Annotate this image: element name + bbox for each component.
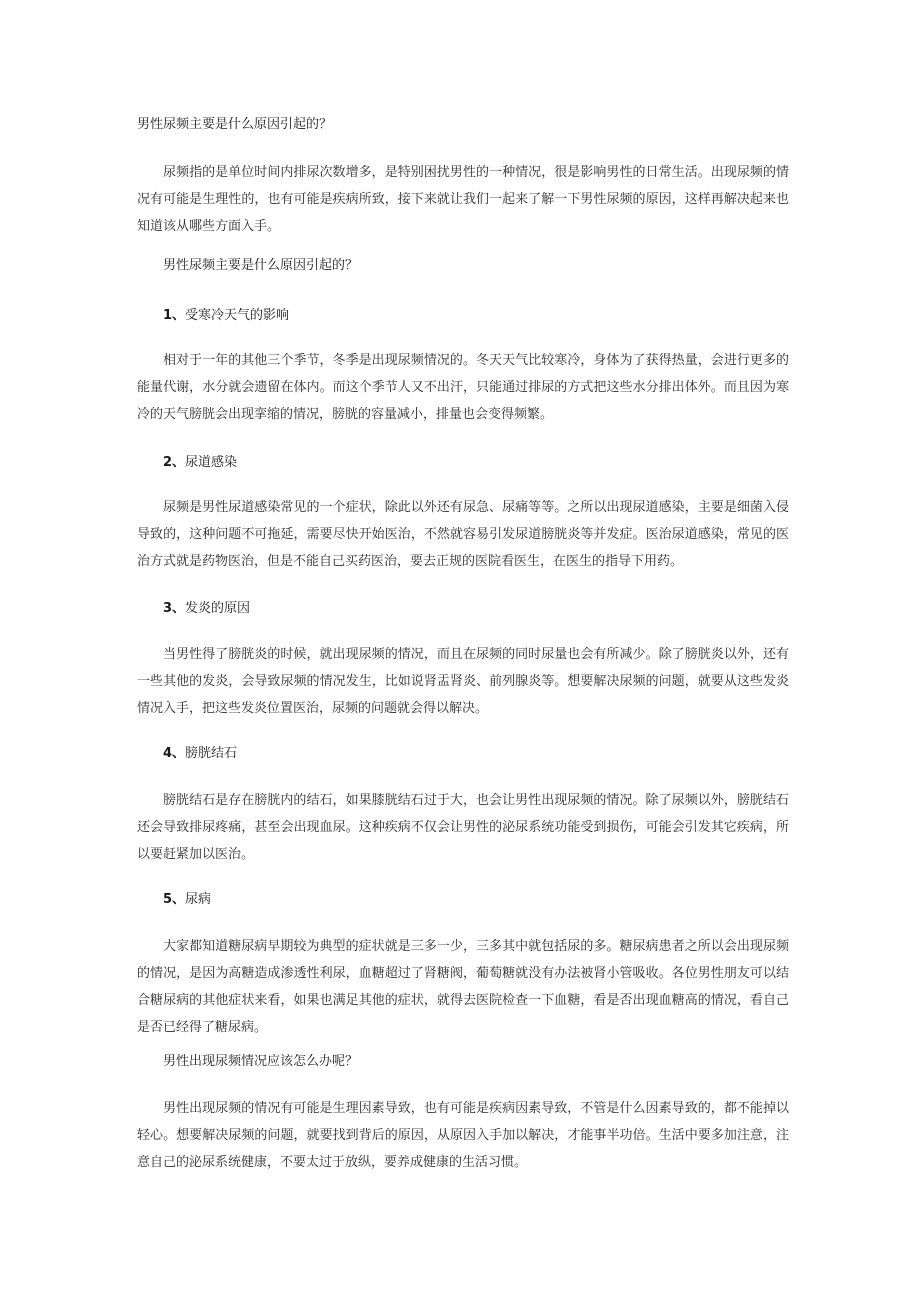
section-heading: 男性尿频主要是什么原因引起的？ xyxy=(163,258,359,273)
solution-heading: 男性出现尿频情况应该怎么办呢？ xyxy=(163,1054,359,1069)
document-title: 男性尿频主要是什么原因引起的？ xyxy=(137,117,333,132)
cause-paragraph-2: 尿频是男性尿道感染常见的一个症状，除此以外还有尿急、尿痛等等。之所以出现尿道感染，主要是细菌入侵导致的，这种问题不可拖延，需要尽快开始医治，不然就容易引发尿道膀胱炎等并发症。医治尿道感染，常见的医治方式就是药物医治，但是不能自己买药医治，要去正规的医院看医生，在医生的指导下用药。 xyxy=(137,500,789,569)
cause-paragraph-5: 大家都知道糖尿病早期较为典型的症状就是三多一少，三多其中就包括尿的多。糖尿病患者之所以会出现尿频的情况，是因为高糖造成渗透性利尿，血糖超过了肾糖阀，葡萄糖就没有办法被肾小管吸收。各位男性朋友可以结合糖尿病的其他症状来看，如果也满足其他的症状，就得去医院检查一下血糖，看是否出现血糖高的情况，看自己是否已经得了糖尿病。 xyxy=(137,939,789,1035)
cause-paragraph-3: 当男性得了膀胱炎的时候，就出现尿频的情况，而且在尿频的同时尿量也会有所减少。除了膀胱炎以外，还有一些其他的发炎，会导致尿频的情况发生，比如说肾盂肾炎、前列腺炎等。想要解决尿频的问题，就要从这些发炎情况入手，把这些发炎位置医治，尿频的问题就会得以解决。 xyxy=(137,647,789,716)
cause-title: 受寒冷天气的影响 xyxy=(185,308,290,323)
cause-heading-3 xyxy=(163,599,763,619)
cause-heading-2 xyxy=(163,453,763,473)
intro-paragraph: 尿频指的是单位时间内排尿次数增多，是特别困扰男性的一种情况，很是影响男性的日常生活。出现尿频的情况有可能是生理性的，也有可能是疾病所致，接下来就让我们一起来了解一下男性尿频的原因，这样再解决起来也知道该从哪些方面入手。 xyxy=(137,165,789,234)
cause-title: 尿病 xyxy=(185,892,212,907)
solution-paragraph: 男性出现尿频的情况有可能是生理因素导致，也有可能是疾病因素导致，不管是什么因素导致的，都不能掉以轻心。想要解决尿频的问题，就要找到背后的原因，从原因入手加以解决，才能事半功倍。生活中要多加注意，注意自己的泌尿系统健康，不要太过于放纵，要养成健康的生活习惯。 xyxy=(137,1101,789,1170)
cause-paragraph-1: 相对于一年的其他三个季节，冬季是出现尿频情况的。冬天天气比较寒冷，身体为了获得热量，会进行更多的能量代谢，水分就会遗留在体内。而这个季节人又不出汗，只能通过排尿的方式把这些水分排出体外。而且因为寒冷的天气膀胱会出现挛缩的情况，膀胱的容量减小，排量也会变得频繁。 xyxy=(137,353,789,422)
cause-number: 3、 xyxy=(163,601,186,616)
cause-paragraph-4: 膀胱结石是存在膀胱内的结石，如果膝胱结石过于大，也会让男性出现尿频的情况。除了尿频以外，膀胱结石还会导致排尿疼痛，甚至会出现血尿。这种疾病不仅会让男性的泌尿系统功能受到损伤，可能会引发其它疾病，所以要赶紧加以医治。 xyxy=(137,793,789,862)
cause-title: 尿道感染 xyxy=(185,455,238,470)
cause-title: 发炎的原因 xyxy=(185,601,251,616)
cause-heading-5 xyxy=(163,890,763,910)
cause-number: 4、 xyxy=(163,746,186,761)
cause-title: 膀胱结石 xyxy=(185,746,238,761)
cause-heading-1 xyxy=(163,306,763,326)
cause-number: 5、 xyxy=(163,892,186,907)
cause-number: 2、 xyxy=(163,455,186,470)
cause-number: 1、 xyxy=(163,308,186,323)
cause-heading-4 xyxy=(163,744,763,764)
